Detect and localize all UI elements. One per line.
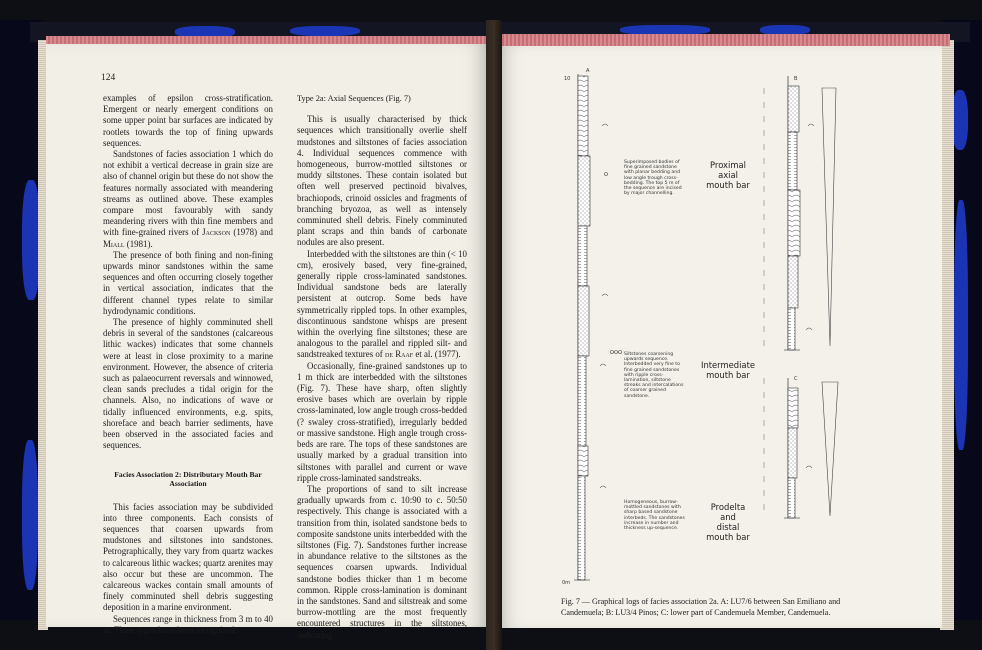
paragraph: Interbedded with the siltstones are thin (< 10 cm), erosively based, very fine-grained, generally ripple cross-laminated sandstones. Individual sandstone beds are laterally persistent at outcrop. Some beds have symmetrically rippled tops. In other examples, discontinuous sandstone whisps are present within the overlying fine siltstones; these are analogous to the parallel and rippled silt- and sandstreaked textures of de Raaf et al. (1977). — [297, 248, 467, 360]
label-proximal-axial-mouth-bar: Proximal axial mouth bar — [706, 160, 750, 190]
log-b-label: B — [794, 76, 798, 82]
cover-pattern — [954, 200, 968, 450]
page-number: 124 — [101, 73, 116, 83]
section-heading: Facies Association 2: Distributary Mouth Bar Association — [114, 469, 262, 488]
page-edge-top-right — [500, 34, 950, 46]
paragraph: This is usually characterised by thick sequences which transitionally overlie shelf mudstones and siltstones of facies association 4. Individual sequences commence with homogeneous, burrow-mottled siltstones or muddy siltstones. These contain isolated but often well preserved pectinoid bivalves, brachiopods, crinoid ossicles and fragments of branching bryozoa, as well as intensely comminuted shell debris. Finely comminuted plant scraps and thin bands of carbonate nodules are also present. — [297, 114, 467, 248]
paragraph: examples of epsilon cross-stratification. Emergent or nearly emergent conditions on some upper point bar surfaces are indicated by rootlets towards the top of fining upwards sequences. — [103, 93, 273, 148]
figure-annotation: Siltstones coarsening upwards sequence. Interbedded very fine to fine grained sandstones with ripple cross-lamination, siltstone streaks and intercalations of coarser grained sandstone. — [624, 352, 684, 399]
cover-pattern — [290, 26, 360, 36]
paragraph: Sequences range in thickness from 3 m to 40 m. Three types have been recognised: — [103, 613, 273, 635]
log-a — [562, 68, 622, 586]
paragraph: This facies association may be subdivided into three components. Each consists of sequences that coarsen upwards from mudstones and siltstones into sandstones. Petrographically, they vary from quartz wackes to calcareous lithic wackes; quartz arenites may also occur but these are uncommon. The calcareous wackes contain small amounts of finely comminuted shell debris suggesting deposition in a marine environment. — [103, 501, 273, 613]
figure-annotation: Superimposed bodies of fine grained sandstone with planar bedding and low angle trough cross-bedding. The top 5 m of the sequence are incised by major channelling. — [624, 160, 682, 197]
figure-7 — [560, 68, 850, 598]
log-a-label: A — [586, 68, 590, 74]
label-prodelta-distal-mouth-bar: Prodelta and distal mouth bar — [706, 502, 750, 542]
figure-annotation: Homogeneous, burrow-mottled sandstones with sharp based sandstone interbeds. The sandstones increase in number and thickness up-sequence. — [624, 500, 685, 532]
paragraph: Sandstones of facies association 1 which do not exhibit a vertical decrease in grain size are also of channel origin but these do not show the features normally associated with meandering streams as outlined above. These examples compare most favourably with sandy meandering rivers with thin fine members and with fine-grained rivers of Jackson (1978) and Miall (1981). — [103, 149, 273, 249]
paragraph: Occasionally, fine-grained sandstones up to 1 m thick are interbedded with the siltstones (Fig. 7). These have sharp, often slightly erosive bases which are overlain by ripple cross-laminated, low angle trough cross-bedded (? swaley cross-stratified), irregularly bedded or massive sandstone. High angle trough cross-beds are rare. The tops of these sandstones are usually marked by a gradual transition into siltstones with parallel and current or wave ripple cross-laminated sandstreaks. — [297, 360, 467, 483]
log-c-label: C — [794, 376, 798, 382]
paragraph: The presence of highly comminuted shell debris in several of the sandstones (calcareous lithic wackes) indicates that some channels were at least in close proximity to a marine environment. However, the absence of criteria such as palaeocurrent reversals and winnowed, clean sands precludes a tidal origin for the channels. Also, no indications of wave or tidally influenced environments, e.g. spits, shoreface and beach barrier sediments, have been observed in the associated facies and sequences. — [103, 317, 273, 451]
text-column-2 — [297, 93, 467, 641]
scale-label: 10 — [564, 76, 571, 82]
cover-pattern — [952, 90, 968, 150]
figure-caption: Fig. 7 — Graphical logs of facies association 2a. A: LU7/6 between San Emiliano and Candemuela; B: LU3/4 Pinos; C: lower part of Candemuela Member, Candemuela. — [561, 597, 841, 617]
book-gutter — [486, 20, 502, 650]
page-stack-right — [940, 40, 954, 630]
subsection-heading: Type 2a: Axial Sequences (Fig. 7) — [297, 94, 411, 103]
label-intermediate-mouth-bar: Intermediate mouth bar — [700, 360, 756, 380]
text-column-1 — [103, 93, 273, 636]
cover-pattern — [22, 440, 38, 590]
paragraph: The presence of both fining and non-fining upwards minor sandstones within the same sequences and often occurring closely together in vertical association, indicates that the different channel types relate to similar hydrodynamic conditions. — [103, 249, 273, 316]
scale-label: 0m — [562, 580, 571, 586]
log-c — [784, 376, 838, 518]
log-b — [784, 76, 836, 350]
paragraph: The proportions of sand to silt increase gradually upwards from c. 10:90 to c. 50:50 respectively. This change is associated with a transition from thin, isolated sandstone beds to composite sandstone units interbedded with the siltstones (Fig. 7). Sandstones further increase in abundance relative to the siltstones as the sequences coarsen upwards. Individual sandstone bodies thicker than 1 m become common. Ripple cross-lamination is dominant in the sandstones. Sand and siltstreak and some burrow-mottling are the most frequently encountered structures in the siltstones, indicating — [297, 483, 467, 640]
